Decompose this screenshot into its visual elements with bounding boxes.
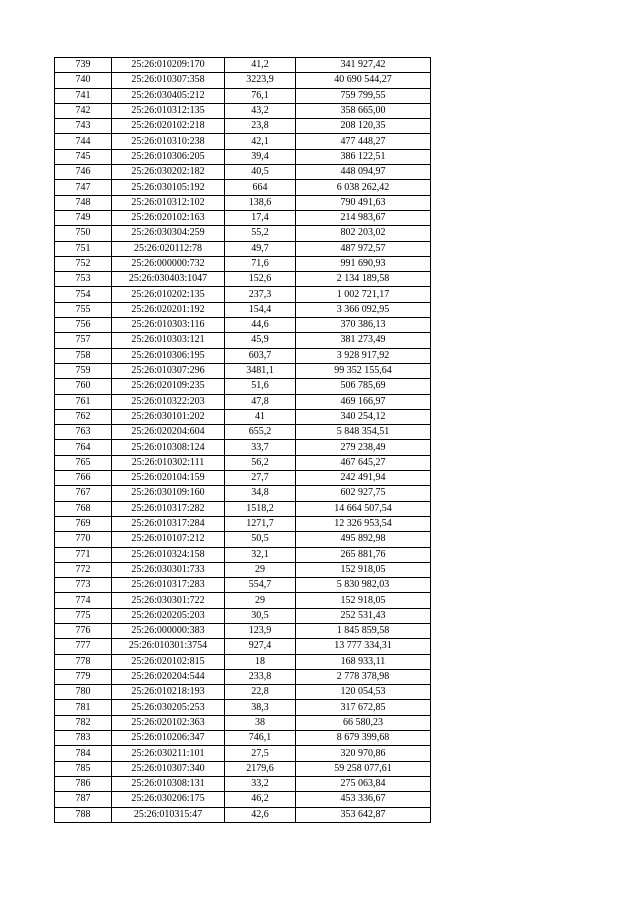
area-cell: 50,5 bbox=[225, 532, 296, 547]
table-row bbox=[55, 88, 431, 103]
value-cell: 120 054,53 bbox=[296, 685, 431, 700]
value-cell: 265 881,76 bbox=[296, 547, 431, 562]
table-row bbox=[55, 363, 431, 378]
value-cell: 208 120,35 bbox=[296, 119, 431, 134]
area-cell: 41 bbox=[225, 409, 296, 424]
row-number-cell: 780 bbox=[55, 685, 112, 700]
area-cell: 3481,1 bbox=[225, 363, 296, 378]
row-number-cell: 751 bbox=[55, 241, 112, 256]
value-cell: 1 845 859,58 bbox=[296, 623, 431, 638]
area-cell: 23,8 bbox=[225, 119, 296, 134]
cadastral-number-cell: 25:26:020204:604 bbox=[112, 425, 225, 440]
value-cell: 40 690 544,27 bbox=[296, 73, 431, 88]
cadastral-number-cell: 25:26:010202:135 bbox=[112, 287, 225, 302]
area-cell: 76,1 bbox=[225, 88, 296, 103]
table-row bbox=[55, 608, 431, 623]
area-cell: 27,7 bbox=[225, 471, 296, 486]
row-number-cell: 779 bbox=[55, 669, 112, 684]
row-number-cell: 763 bbox=[55, 425, 112, 440]
value-cell: 12 326 953,54 bbox=[296, 516, 431, 531]
cadastral-number-cell: 25:26:010307:358 bbox=[112, 73, 225, 88]
value-cell: 59 258 077,61 bbox=[296, 761, 431, 776]
area-cell: 3223,9 bbox=[225, 73, 296, 88]
table-row bbox=[55, 210, 431, 225]
cadastral-number-cell: 25:26:010307:296 bbox=[112, 363, 225, 378]
area-cell: 33,2 bbox=[225, 776, 296, 791]
value-cell: 2 134 189,58 bbox=[296, 272, 431, 287]
table-row bbox=[55, 776, 431, 791]
area-cell: 29 bbox=[225, 562, 296, 577]
table-row bbox=[55, 715, 431, 730]
cadastral-number-cell: 25:26:020205:203 bbox=[112, 608, 225, 623]
value-cell: 3 928 917,92 bbox=[296, 348, 431, 363]
table-row bbox=[55, 256, 431, 271]
value-cell: 66 580,23 bbox=[296, 715, 431, 730]
data-table bbox=[54, 57, 431, 823]
cadastral-number-cell: 25:26:010303:116 bbox=[112, 318, 225, 333]
value-cell: 506 785,69 bbox=[296, 379, 431, 394]
row-number-cell: 767 bbox=[55, 486, 112, 501]
row-number-cell: 742 bbox=[55, 103, 112, 118]
area-cell: 46,2 bbox=[225, 792, 296, 807]
area-cell: 655,2 bbox=[225, 425, 296, 440]
table-row bbox=[55, 149, 431, 164]
cadastral-number-cell: 25:26:010317:282 bbox=[112, 501, 225, 516]
area-cell: 51,6 bbox=[225, 379, 296, 394]
area-cell: 38,3 bbox=[225, 700, 296, 715]
cadastral-number-cell: 25:26:030301:733 bbox=[112, 562, 225, 577]
cadastral-number-cell: 25:26:010302:111 bbox=[112, 455, 225, 470]
area-cell: 30,5 bbox=[225, 608, 296, 623]
area-cell: 154,4 bbox=[225, 302, 296, 317]
table-row bbox=[55, 654, 431, 669]
row-number-cell: 752 bbox=[55, 256, 112, 271]
area-cell: 56,2 bbox=[225, 455, 296, 470]
area-cell: 1271,7 bbox=[225, 516, 296, 531]
value-cell: 242 491,94 bbox=[296, 471, 431, 486]
value-cell: 759 799,55 bbox=[296, 88, 431, 103]
row-number-cell: 756 bbox=[55, 318, 112, 333]
cadastral-number-cell: 25:26:020112:78 bbox=[112, 241, 225, 256]
cadastral-number-cell: 25:26:010317:284 bbox=[112, 516, 225, 531]
table-row bbox=[55, 58, 431, 73]
cadastral-number-cell: 25:26:030205:253 bbox=[112, 700, 225, 715]
cadastral-number-cell: 25:26:030211:101 bbox=[112, 746, 225, 761]
table-row bbox=[55, 731, 431, 746]
row-number-cell: 768 bbox=[55, 501, 112, 516]
table-row bbox=[55, 379, 431, 394]
row-number-cell: 775 bbox=[55, 608, 112, 623]
area-cell: 27,5 bbox=[225, 746, 296, 761]
row-number-cell: 772 bbox=[55, 562, 112, 577]
value-cell: 495 892,98 bbox=[296, 532, 431, 547]
area-cell: 233,8 bbox=[225, 669, 296, 684]
row-number-cell: 788 bbox=[55, 807, 112, 822]
value-cell: 5 830 982,03 bbox=[296, 578, 431, 593]
area-cell: 47,8 bbox=[225, 394, 296, 409]
value-cell: 467 645,27 bbox=[296, 455, 431, 470]
value-cell: 152 918,05 bbox=[296, 562, 431, 577]
cadastral-number-cell: 25:26:030304:259 bbox=[112, 226, 225, 241]
row-number-cell: 773 bbox=[55, 578, 112, 593]
value-cell: 275 063,84 bbox=[296, 776, 431, 791]
area-cell: 32,1 bbox=[225, 547, 296, 562]
row-number-cell: 750 bbox=[55, 226, 112, 241]
row-number-cell: 749 bbox=[55, 210, 112, 225]
value-cell: 469 166,97 bbox=[296, 394, 431, 409]
table-row bbox=[55, 119, 431, 134]
row-number-cell: 739 bbox=[55, 58, 112, 73]
value-cell: 802 203,02 bbox=[296, 226, 431, 241]
cadastral-number-cell: 25:26:020102:815 bbox=[112, 654, 225, 669]
area-cell: 22,8 bbox=[225, 685, 296, 700]
value-cell: 341 927,42 bbox=[296, 58, 431, 73]
cadastral-number-cell: 25:26:010307:340 bbox=[112, 761, 225, 776]
cadastral-number-cell: 25:26:030206:175 bbox=[112, 792, 225, 807]
row-number-cell: 786 bbox=[55, 776, 112, 791]
row-number-cell: 744 bbox=[55, 134, 112, 149]
cadastral-number-cell: 25:26:020109:235 bbox=[112, 379, 225, 394]
value-cell: 1 002 721,17 bbox=[296, 287, 431, 302]
cadastral-number-cell: 25:26:030101:202 bbox=[112, 409, 225, 424]
row-number-cell: 771 bbox=[55, 547, 112, 562]
row-number-cell: 747 bbox=[55, 180, 112, 195]
value-cell: 279 238,49 bbox=[296, 440, 431, 455]
table-row bbox=[55, 134, 431, 149]
table-row bbox=[55, 287, 431, 302]
table-row bbox=[55, 409, 431, 424]
area-cell: 237,3 bbox=[225, 287, 296, 302]
value-cell: 14 664 507,54 bbox=[296, 501, 431, 516]
value-cell: 991 690,93 bbox=[296, 256, 431, 271]
value-cell: 8 679 399,68 bbox=[296, 731, 431, 746]
cadastral-number-cell: 25:26:010324:158 bbox=[112, 547, 225, 562]
row-number-cell: 753 bbox=[55, 272, 112, 287]
area-cell: 603,7 bbox=[225, 348, 296, 363]
cadastral-number-cell: 25:26:000000:732 bbox=[112, 256, 225, 271]
cadastral-number-cell: 25:26:010306:205 bbox=[112, 149, 225, 164]
table-row bbox=[55, 226, 431, 241]
area-cell: 39,4 bbox=[225, 149, 296, 164]
area-cell: 2179,6 bbox=[225, 761, 296, 776]
row-number-cell: 748 bbox=[55, 195, 112, 210]
area-cell: 17,4 bbox=[225, 210, 296, 225]
area-cell: 38 bbox=[225, 715, 296, 730]
table-row bbox=[55, 593, 431, 608]
cadastral-number-cell: 25:26:010315:47 bbox=[112, 807, 225, 822]
area-cell: 55,2 bbox=[225, 226, 296, 241]
row-number-cell: 777 bbox=[55, 639, 112, 654]
cadastral-number-cell: 25:26:010317:283 bbox=[112, 578, 225, 593]
area-cell: 42,6 bbox=[225, 807, 296, 822]
cadastral-number-cell: 25:26:030301:722 bbox=[112, 593, 225, 608]
table-row bbox=[55, 639, 431, 654]
cadastral-number-cell: 25:26:020104:159 bbox=[112, 471, 225, 486]
value-cell: 214 983,67 bbox=[296, 210, 431, 225]
area-cell: 40,5 bbox=[225, 165, 296, 180]
area-cell: 18 bbox=[225, 654, 296, 669]
cadastral-number-cell: 25:26:030202:182 bbox=[112, 165, 225, 180]
table-row bbox=[55, 302, 431, 317]
cadastral-number-cell: 25:26:010303:121 bbox=[112, 333, 225, 348]
row-number-cell: 782 bbox=[55, 715, 112, 730]
area-cell: 746,1 bbox=[225, 731, 296, 746]
table-row bbox=[55, 792, 431, 807]
cadastral-number-cell: 25:26:010218:193 bbox=[112, 685, 225, 700]
cadastral-number-cell: 25:26:010308:131 bbox=[112, 776, 225, 791]
cadastral-number-cell: 25:26:000000:383 bbox=[112, 623, 225, 638]
value-cell: 790 491,63 bbox=[296, 195, 431, 210]
value-cell: 320 970,86 bbox=[296, 746, 431, 761]
value-cell: 602 927,75 bbox=[296, 486, 431, 501]
row-number-cell: 761 bbox=[55, 394, 112, 409]
cadastral-number-cell: 25:26:010107:212 bbox=[112, 532, 225, 547]
area-cell: 664 bbox=[225, 180, 296, 195]
table-row bbox=[55, 532, 431, 547]
row-number-cell: 785 bbox=[55, 761, 112, 776]
row-number-cell: 746 bbox=[55, 165, 112, 180]
value-cell: 358 665,00 bbox=[296, 103, 431, 118]
row-number-cell: 787 bbox=[55, 792, 112, 807]
row-number-cell: 758 bbox=[55, 348, 112, 363]
area-cell: 41,2 bbox=[225, 58, 296, 73]
table-row bbox=[55, 471, 431, 486]
value-cell: 353 642,87 bbox=[296, 807, 431, 822]
table-row bbox=[55, 516, 431, 531]
area-cell: 42,1 bbox=[225, 134, 296, 149]
cadastral-number-cell: 25:26:020201:192 bbox=[112, 302, 225, 317]
table-row bbox=[55, 440, 431, 455]
row-number-cell: 774 bbox=[55, 593, 112, 608]
cadastral-number-cell: 25:26:010308:124 bbox=[112, 440, 225, 455]
value-cell: 477 448,27 bbox=[296, 134, 431, 149]
row-number-cell: 745 bbox=[55, 149, 112, 164]
area-cell: 927,4 bbox=[225, 639, 296, 654]
table-row bbox=[55, 73, 431, 88]
area-cell: 49,7 bbox=[225, 241, 296, 256]
table-row bbox=[55, 394, 431, 409]
table-row bbox=[55, 180, 431, 195]
value-cell: 6 038 262,42 bbox=[296, 180, 431, 195]
table-row bbox=[55, 103, 431, 118]
value-cell: 340 254,12 bbox=[296, 409, 431, 424]
value-cell: 2 778 378,98 bbox=[296, 669, 431, 684]
cadastral-number-cell: 25:26:010312:135 bbox=[112, 103, 225, 118]
cadastral-number-cell: 25:26:010312:102 bbox=[112, 195, 225, 210]
cadastral-number-cell: 25:26:020102:218 bbox=[112, 119, 225, 134]
row-number-cell: 784 bbox=[55, 746, 112, 761]
table-row bbox=[55, 425, 431, 440]
row-number-cell: 757 bbox=[55, 333, 112, 348]
row-number-cell: 778 bbox=[55, 654, 112, 669]
value-cell: 386 122,51 bbox=[296, 149, 431, 164]
row-number-cell: 762 bbox=[55, 409, 112, 424]
cadastral-number-cell: 25:26:030405:212 bbox=[112, 88, 225, 103]
table-row bbox=[55, 241, 431, 256]
cadastral-number-cell: 25:26:010301:3754 bbox=[112, 639, 225, 654]
row-number-cell: 754 bbox=[55, 287, 112, 302]
value-cell: 453 336,67 bbox=[296, 792, 431, 807]
table-row bbox=[55, 623, 431, 638]
cadastral-number-cell: 25:26:010206:347 bbox=[112, 731, 225, 746]
row-number-cell: 783 bbox=[55, 731, 112, 746]
table-row bbox=[55, 761, 431, 776]
cadastral-number-cell: 25:26:030109:160 bbox=[112, 486, 225, 501]
table-row bbox=[55, 333, 431, 348]
cadastral-number-cell: 25:26:010209:170 bbox=[112, 58, 225, 73]
row-number-cell: 764 bbox=[55, 440, 112, 455]
value-cell: 5 848 354,51 bbox=[296, 425, 431, 440]
cadastral-number-cell: 25:26:010306:195 bbox=[112, 348, 225, 363]
cadastral-number-cell: 25:26:010322:203 bbox=[112, 394, 225, 409]
cadastral-number-cell: 25:26:010310:238 bbox=[112, 134, 225, 149]
table-row bbox=[55, 195, 431, 210]
row-number-cell: 759 bbox=[55, 363, 112, 378]
table-body bbox=[55, 58, 431, 823]
area-cell: 123,9 bbox=[225, 623, 296, 638]
area-cell: 43,2 bbox=[225, 103, 296, 118]
cadastral-number-cell: 25:26:020102:363 bbox=[112, 715, 225, 730]
row-number-cell: 765 bbox=[55, 455, 112, 470]
value-cell: 448 094,97 bbox=[296, 165, 431, 180]
row-number-cell: 741 bbox=[55, 88, 112, 103]
table-row bbox=[55, 547, 431, 562]
table-row bbox=[55, 562, 431, 577]
area-cell: 34,8 bbox=[225, 486, 296, 501]
table-row bbox=[55, 746, 431, 761]
row-number-cell: 743 bbox=[55, 119, 112, 134]
row-number-cell: 769 bbox=[55, 516, 112, 531]
table-row bbox=[55, 348, 431, 363]
table-row bbox=[55, 455, 431, 470]
value-cell: 152 918,05 bbox=[296, 593, 431, 608]
area-cell: 1518,2 bbox=[225, 501, 296, 516]
table-row bbox=[55, 669, 431, 684]
table-row bbox=[55, 578, 431, 593]
area-cell: 44,6 bbox=[225, 318, 296, 333]
cadastral-number-cell: 25:26:020102:163 bbox=[112, 210, 225, 225]
table-row bbox=[55, 272, 431, 287]
table-row bbox=[55, 807, 431, 822]
area-cell: 138,6 bbox=[225, 195, 296, 210]
value-cell: 381 273,49 bbox=[296, 333, 431, 348]
area-cell: 71,6 bbox=[225, 256, 296, 271]
cadastral-number-cell: 25:26:030403:1047 bbox=[112, 272, 225, 287]
value-cell: 252 531,43 bbox=[296, 608, 431, 623]
value-cell: 99 352 155,64 bbox=[296, 363, 431, 378]
area-cell: 554,7 bbox=[225, 578, 296, 593]
row-number-cell: 776 bbox=[55, 623, 112, 638]
value-cell: 370 386,13 bbox=[296, 318, 431, 333]
area-cell: 33,7 bbox=[225, 440, 296, 455]
table-row bbox=[55, 165, 431, 180]
cadastral-number-cell: 25:26:030105:192 bbox=[112, 180, 225, 195]
area-cell: 45,9 bbox=[225, 333, 296, 348]
row-number-cell: 740 bbox=[55, 73, 112, 88]
row-number-cell: 770 bbox=[55, 532, 112, 547]
cadastral-number-cell: 25:26:020204:544 bbox=[112, 669, 225, 684]
table-row bbox=[55, 318, 431, 333]
value-cell: 3 366 092,95 bbox=[296, 302, 431, 317]
row-number-cell: 766 bbox=[55, 471, 112, 486]
value-cell: 13 777 334,31 bbox=[296, 639, 431, 654]
table-row bbox=[55, 685, 431, 700]
row-number-cell: 781 bbox=[55, 700, 112, 715]
row-number-cell: 760 bbox=[55, 379, 112, 394]
area-cell: 152,6 bbox=[225, 272, 296, 287]
area-cell: 29 bbox=[225, 593, 296, 608]
table-row bbox=[55, 486, 431, 501]
table-row bbox=[55, 700, 431, 715]
value-cell: 487 972,57 bbox=[296, 241, 431, 256]
table-row bbox=[55, 501, 431, 516]
row-number-cell: 755 bbox=[55, 302, 112, 317]
value-cell: 168 933,11 bbox=[296, 654, 431, 669]
value-cell: 317 672,85 bbox=[296, 700, 431, 715]
